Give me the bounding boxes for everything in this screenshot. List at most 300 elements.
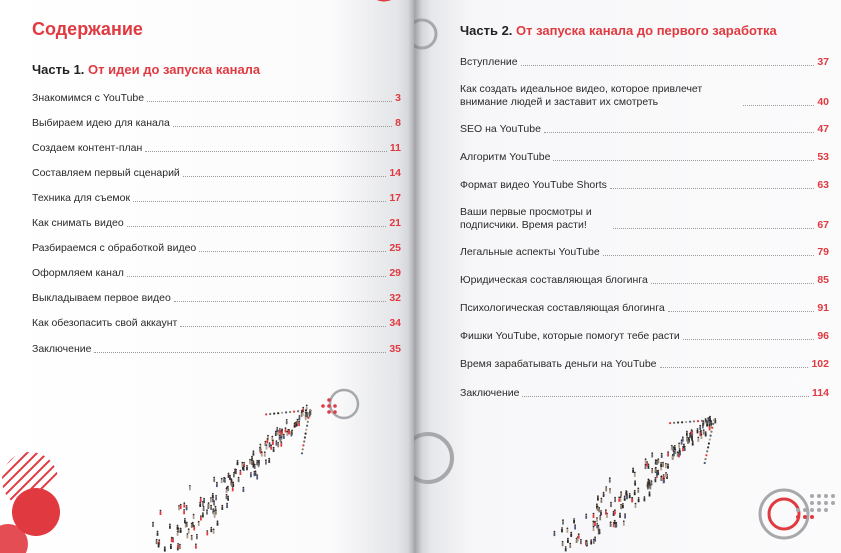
toc-leader	[651, 283, 815, 284]
crowd-person	[618, 497, 620, 502]
crowd-person	[280, 441, 282, 446]
crowd-person	[302, 448, 304, 450]
crowd-person	[569, 543, 571, 548]
crowd-person	[609, 477, 611, 482]
crowd-arrow-illustration	[534, 380, 744, 553]
crowd-person	[157, 531, 159, 536]
toc-leader	[613, 228, 814, 229]
crowd-person	[303, 440, 305, 442]
crowd-person	[265, 459, 267, 464]
crowd-person	[199, 502, 201, 507]
crowd-person	[158, 542, 160, 547]
crowd-person	[651, 468, 653, 473]
crowd-person	[183, 502, 185, 507]
toc-item-label: Формат видео YouTube Shorts	[460, 179, 607, 191]
crowd-person	[259, 447, 261, 452]
crowd-person	[267, 438, 269, 443]
crowd-person	[200, 515, 202, 520]
crowd-person	[671, 445, 673, 450]
toc-item[interactable]	[460, 83, 829, 109]
toc-item[interactable]	[460, 358, 829, 371]
crowd-person	[705, 454, 707, 456]
crowd-person	[269, 413, 271, 415]
toc-leader	[180, 326, 386, 327]
crowd-person	[689, 421, 691, 423]
toc-item-label: Знакомимся с YouTube	[32, 92, 145, 104]
crowd-person	[681, 421, 683, 423]
left-page	[0, 0, 414, 553]
crowd-person	[554, 531, 556, 536]
crowd-person	[597, 495, 599, 500]
crowd-person	[667, 463, 669, 468]
toc-leader	[521, 65, 815, 66]
crowd-person	[692, 440, 694, 445]
crowd-person	[598, 507, 600, 512]
toc-item[interactable]	[32, 267, 401, 280]
crowd-person	[238, 477, 240, 482]
toc-item[interactable]	[460, 56, 829, 69]
crowd-person	[299, 415, 301, 420]
crowd-person	[229, 475, 231, 480]
crowd-person	[193, 514, 195, 519]
crowd-person	[210, 505, 212, 510]
toc-leader	[133, 201, 386, 202]
crowd-person	[234, 468, 236, 473]
crowd-person	[661, 453, 663, 458]
crowd-person	[256, 474, 258, 479]
crowd-person	[645, 464, 647, 469]
toc-leader	[603, 255, 815, 256]
crowd-person	[273, 447, 275, 452]
crowd-person	[585, 514, 587, 519]
crowd-person	[202, 501, 204, 506]
crowd-person	[169, 524, 171, 529]
toc-item-label: Психологическая составляющая блогинга	[460, 302, 665, 314]
toc-item[interactable]	[460, 330, 829, 343]
crowd-person	[634, 480, 636, 485]
toc-leader	[199, 251, 386, 252]
crowd-person	[624, 513, 626, 518]
crowd-person	[272, 440, 274, 445]
crowd-person	[605, 486, 607, 491]
crowd-person	[697, 428, 699, 433]
crowd-person	[623, 520, 625, 525]
crowd-person	[570, 532, 572, 537]
toc-leader	[668, 311, 815, 312]
toc-item-page: 114	[812, 387, 829, 399]
toc-item[interactable]	[460, 151, 829, 164]
crowd-person	[212, 497, 214, 502]
crowd-person	[305, 429, 307, 431]
crowd-person	[286, 419, 288, 424]
crowd-person	[170, 544, 172, 549]
crowd-person	[277, 412, 279, 414]
toc-leader	[183, 176, 387, 177]
crowd-person	[254, 471, 256, 476]
toc-item-label: Составляем первый сценарий	[32, 167, 180, 179]
crowd-person	[286, 431, 288, 436]
crowd-person	[578, 533, 580, 538]
crowd-person	[216, 482, 218, 487]
crowd-person	[307, 421, 309, 423]
crowd-person	[673, 451, 675, 456]
toc-item-page: 47	[817, 123, 829, 135]
crowd-person	[293, 411, 295, 413]
crowd-person	[631, 497, 633, 502]
crowd-person	[660, 465, 662, 470]
crowd-person	[208, 502, 210, 507]
part2-accent: От запуска канала до первого заработка	[516, 23, 777, 38]
crowd-person	[177, 525, 179, 530]
crowd-person	[206, 509, 208, 514]
toc-item-label: Выбираем идею для канала	[32, 117, 170, 129]
crowd-person	[684, 446, 686, 451]
toc-leader	[127, 276, 386, 277]
crowd-person	[705, 431, 707, 436]
crowd-person	[647, 482, 649, 487]
toc-item-page: 96	[817, 330, 829, 342]
crowd-person	[682, 446, 684, 451]
crowd-person	[191, 535, 193, 540]
crowd-person	[258, 461, 260, 466]
crowd-person	[180, 504, 182, 509]
crowd-person	[562, 519, 564, 524]
toc-item-page: 85	[817, 274, 829, 286]
toc-item-label: Фишки YouTube, которые помогут тебе расти	[460, 330, 680, 342]
crowd-person	[614, 497, 616, 502]
crowd-arrow-illustration	[140, 388, 380, 553]
crowd-person	[657, 470, 659, 475]
crowd-person	[177, 543, 179, 548]
crowd-person	[610, 522, 612, 527]
crowd-person	[203, 506, 205, 511]
crowd-person	[223, 477, 225, 482]
crowd-person	[634, 490, 636, 495]
toc-item-label: Заключение	[460, 387, 520, 399]
toc-item-label: Разбираемся с обработкой видео	[32, 242, 197, 254]
part2-prefix: Часть 2.	[460, 23, 513, 38]
crowd-person	[226, 503, 228, 508]
toc-leader	[147, 101, 392, 102]
toc-item[interactable]	[460, 123, 829, 136]
toc-leader	[743, 105, 814, 106]
crowd-person	[187, 533, 189, 538]
crowd-person	[221, 478, 223, 483]
crowd-person	[709, 419, 711, 421]
striped-circle-decoration	[0, 440, 70, 553]
crowd-person	[710, 435, 712, 437]
toc-item[interactable]	[32, 167, 401, 180]
crowd-person	[705, 420, 707, 422]
crowd-person	[615, 522, 617, 527]
crowd-person	[601, 498, 603, 503]
crowd-person	[706, 450, 708, 452]
crowd-person	[280, 437, 282, 442]
crowd-person	[599, 529, 601, 534]
toc-leader	[145, 151, 387, 152]
crowd-person	[655, 477, 657, 482]
crowd-person	[567, 528, 569, 533]
crowd-person	[269, 442, 271, 447]
crowd-person	[277, 442, 279, 447]
crowd-person	[195, 543, 197, 548]
crowd-person	[294, 422, 296, 427]
crowd-person	[707, 417, 709, 422]
crowd-person	[624, 496, 626, 501]
toc-leader	[94, 352, 386, 353]
crowd-person	[699, 425, 701, 430]
crowd-person	[650, 484, 652, 489]
crowd-person	[632, 468, 634, 473]
crowd-person	[674, 445, 676, 450]
toc-item[interactable]	[460, 302, 829, 315]
crowd-person	[298, 421, 300, 426]
crowd-person	[697, 437, 699, 442]
toc-item-page: 67	[817, 219, 829, 231]
toc-item[interactable]	[32, 292, 401, 305]
toc-leader	[553, 160, 814, 161]
crowd-person	[709, 438, 711, 440]
crowd-person	[305, 412, 307, 417]
crowd-person	[707, 446, 709, 448]
toc-item-label: Создаем контент-план	[32, 142, 143, 154]
crowd-person	[603, 492, 605, 497]
crowd-person	[213, 529, 215, 534]
crowd-person	[265, 413, 267, 415]
crowd-person	[678, 443, 680, 448]
crowd-person	[306, 405, 308, 410]
crowd-person	[184, 518, 186, 523]
crowd-person	[651, 452, 653, 457]
crowd-person	[302, 444, 304, 446]
toc-item[interactable]	[460, 206, 829, 232]
crowd-person	[237, 460, 239, 465]
toc-item-page: 102	[811, 358, 829, 370]
crowd-person	[186, 505, 188, 510]
crowd-person	[246, 465, 248, 470]
crowd-person	[227, 496, 229, 501]
toc-item-page: 29	[389, 267, 401, 279]
crowd-person	[660, 476, 662, 481]
crowd-person	[586, 540, 588, 545]
crowd-person	[713, 419, 715, 421]
crowd-person	[279, 428, 281, 433]
toc-item[interactable]	[460, 274, 829, 287]
toc-item-label: Ваши первые просмотры и подписчики. Время расти!	[460, 206, 592, 231]
right-page	[414, 0, 841, 553]
toc-item-page: 3	[395, 92, 401, 104]
toc-leader	[544, 132, 814, 133]
toc-item-page: 21	[389, 217, 401, 229]
crowd-person	[164, 546, 166, 551]
crowd-person	[273, 413, 275, 415]
crowd-person	[679, 450, 681, 455]
crowd-person	[629, 493, 631, 498]
crowd-person	[704, 462, 706, 464]
toc-item[interactable]	[460, 179, 829, 192]
crowd-person	[562, 541, 564, 546]
toc-item-page: 79	[817, 246, 829, 258]
crowd-person	[152, 522, 154, 527]
crowd-person	[701, 434, 703, 439]
crowd-person	[703, 429, 705, 434]
crowd-person	[297, 419, 299, 424]
crowd-person	[249, 459, 251, 464]
crowd-person	[217, 520, 219, 525]
crowd-person	[268, 458, 270, 463]
toc-item-page: 35	[389, 343, 401, 355]
crowd-person	[655, 467, 657, 472]
toc-item-page: 8	[395, 117, 401, 129]
crowd-person	[226, 488, 228, 493]
crowd-person	[275, 431, 277, 436]
toc-item-page: 14	[389, 167, 401, 179]
crowd-person	[177, 531, 179, 536]
crowd-person	[253, 462, 255, 467]
crowd-person	[281, 430, 283, 435]
toc-item[interactable]	[32, 142, 401, 155]
crowd-person	[301, 410, 303, 412]
crowd-person	[288, 429, 290, 434]
toc-item-page: 25	[389, 242, 401, 254]
crowd-person	[250, 472, 252, 477]
crowd-person	[619, 513, 621, 518]
crowd-person	[305, 409, 307, 411]
toc-item-label: Выкладываем первое видео	[32, 292, 171, 304]
toc-leader	[173, 126, 392, 127]
crowd-person	[665, 472, 667, 477]
crowd-person	[599, 515, 601, 520]
toc-item[interactable]	[32, 192, 401, 205]
crowd-person	[593, 526, 595, 531]
toc-item[interactable]	[32, 343, 401, 356]
crowd-person	[206, 530, 208, 535]
crowd-person	[215, 495, 217, 500]
crowd-person	[289, 411, 291, 413]
toc-item[interactable]	[460, 246, 829, 259]
crowd-person	[685, 421, 687, 423]
crowd-person	[600, 510, 602, 515]
toc-item[interactable]	[32, 242, 401, 255]
crowd-person	[188, 528, 190, 533]
crowd-person	[665, 463, 667, 468]
toc-item-label: Алгоритм YouTube	[460, 151, 551, 163]
part1-accent: От идеи до запуска канала	[88, 62, 261, 77]
crowd-person	[625, 490, 627, 495]
crowd-person	[634, 472, 636, 477]
toc-item-label: Легальные аспекты YouTube	[460, 246, 600, 258]
crowd-person	[215, 509, 217, 514]
crowd-person	[210, 497, 212, 502]
toc-item-label: Вступление	[460, 56, 518, 68]
crowd-person	[180, 528, 182, 533]
crowd-person	[307, 417, 309, 419]
crowd-person	[580, 539, 582, 544]
crowd-person	[240, 470, 242, 475]
crowd-person	[196, 534, 198, 539]
crowd-person	[264, 451, 266, 456]
part1-prefix: Часть 1.	[32, 62, 85, 77]
crowd-person	[609, 488, 611, 493]
crowd-person	[301, 452, 303, 454]
crowd-person	[667, 451, 669, 456]
crowd-person	[593, 539, 595, 544]
crowd-person	[171, 537, 173, 542]
toc-item-label: SEO на YouTube	[460, 123, 541, 135]
toc-item-page: 32	[389, 292, 401, 304]
toc-item-page: 63	[817, 179, 829, 191]
crowd-person	[305, 433, 307, 435]
crowd-person	[202, 512, 204, 517]
crowd-person	[704, 458, 706, 460]
crowd-person	[306, 425, 308, 427]
crowd-person	[213, 510, 215, 515]
toc-item[interactable]	[32, 92, 401, 105]
crowd-person	[198, 521, 200, 526]
toc-leader	[174, 301, 386, 302]
crowd-person	[712, 423, 714, 425]
crowd-person	[285, 427, 287, 432]
toc-leader	[610, 188, 814, 189]
crowd-person	[622, 503, 624, 508]
toc-item-label: Заключение	[32, 343, 92, 355]
crowd-person	[596, 517, 598, 522]
crowd-person	[594, 521, 596, 526]
crowd-person	[241, 462, 243, 467]
crowd-person	[677, 421, 679, 423]
crowd-person	[669, 422, 671, 424]
crowd-person	[265, 441, 267, 446]
crowd-person	[285, 411, 287, 413]
toc-item-page: 11	[389, 142, 401, 154]
crowd-person	[253, 450, 255, 455]
crowd-person	[657, 458, 659, 463]
toc-item-label: Как обезопасить свой аккаунт	[32, 317, 178, 329]
crowd-person	[691, 429, 693, 434]
crowd-person	[270, 444, 272, 449]
crowd-person	[673, 422, 675, 424]
toc-item-page: 34	[389, 317, 401, 329]
crowd-person	[710, 431, 712, 433]
crowd-person	[189, 485, 191, 490]
crowd-person	[701, 420, 703, 422]
page-title: Содержание	[32, 19, 143, 39]
crowd-person	[210, 527, 212, 532]
crowd-person	[565, 546, 567, 551]
crowd-person	[156, 539, 158, 544]
crowd-person	[281, 412, 283, 414]
toc-item[interactable]	[32, 217, 401, 230]
crowd-person	[649, 491, 651, 496]
toc-item-label: Оформляем канал	[32, 267, 124, 279]
crowd-person	[308, 413, 310, 415]
toc-item-label: Техника для съемок	[32, 192, 131, 204]
crowd-person	[291, 431, 293, 436]
toc-item-page: 17	[389, 192, 401, 204]
toc-item[interactable]	[32, 117, 401, 130]
crowd-person	[645, 458, 647, 463]
toc-item[interactable]	[32, 317, 401, 330]
crowd-person	[597, 506, 599, 511]
crowd-person	[193, 525, 195, 530]
toc-item-page: 53	[817, 151, 829, 163]
target-dots-decoration	[754, 478, 841, 553]
crowd-person	[304, 436, 306, 438]
crowd-person	[231, 481, 233, 486]
toc-item-label: Как снимать видео	[32, 217, 124, 229]
crowd-person	[638, 497, 640, 502]
book-spine	[408, 0, 422, 553]
